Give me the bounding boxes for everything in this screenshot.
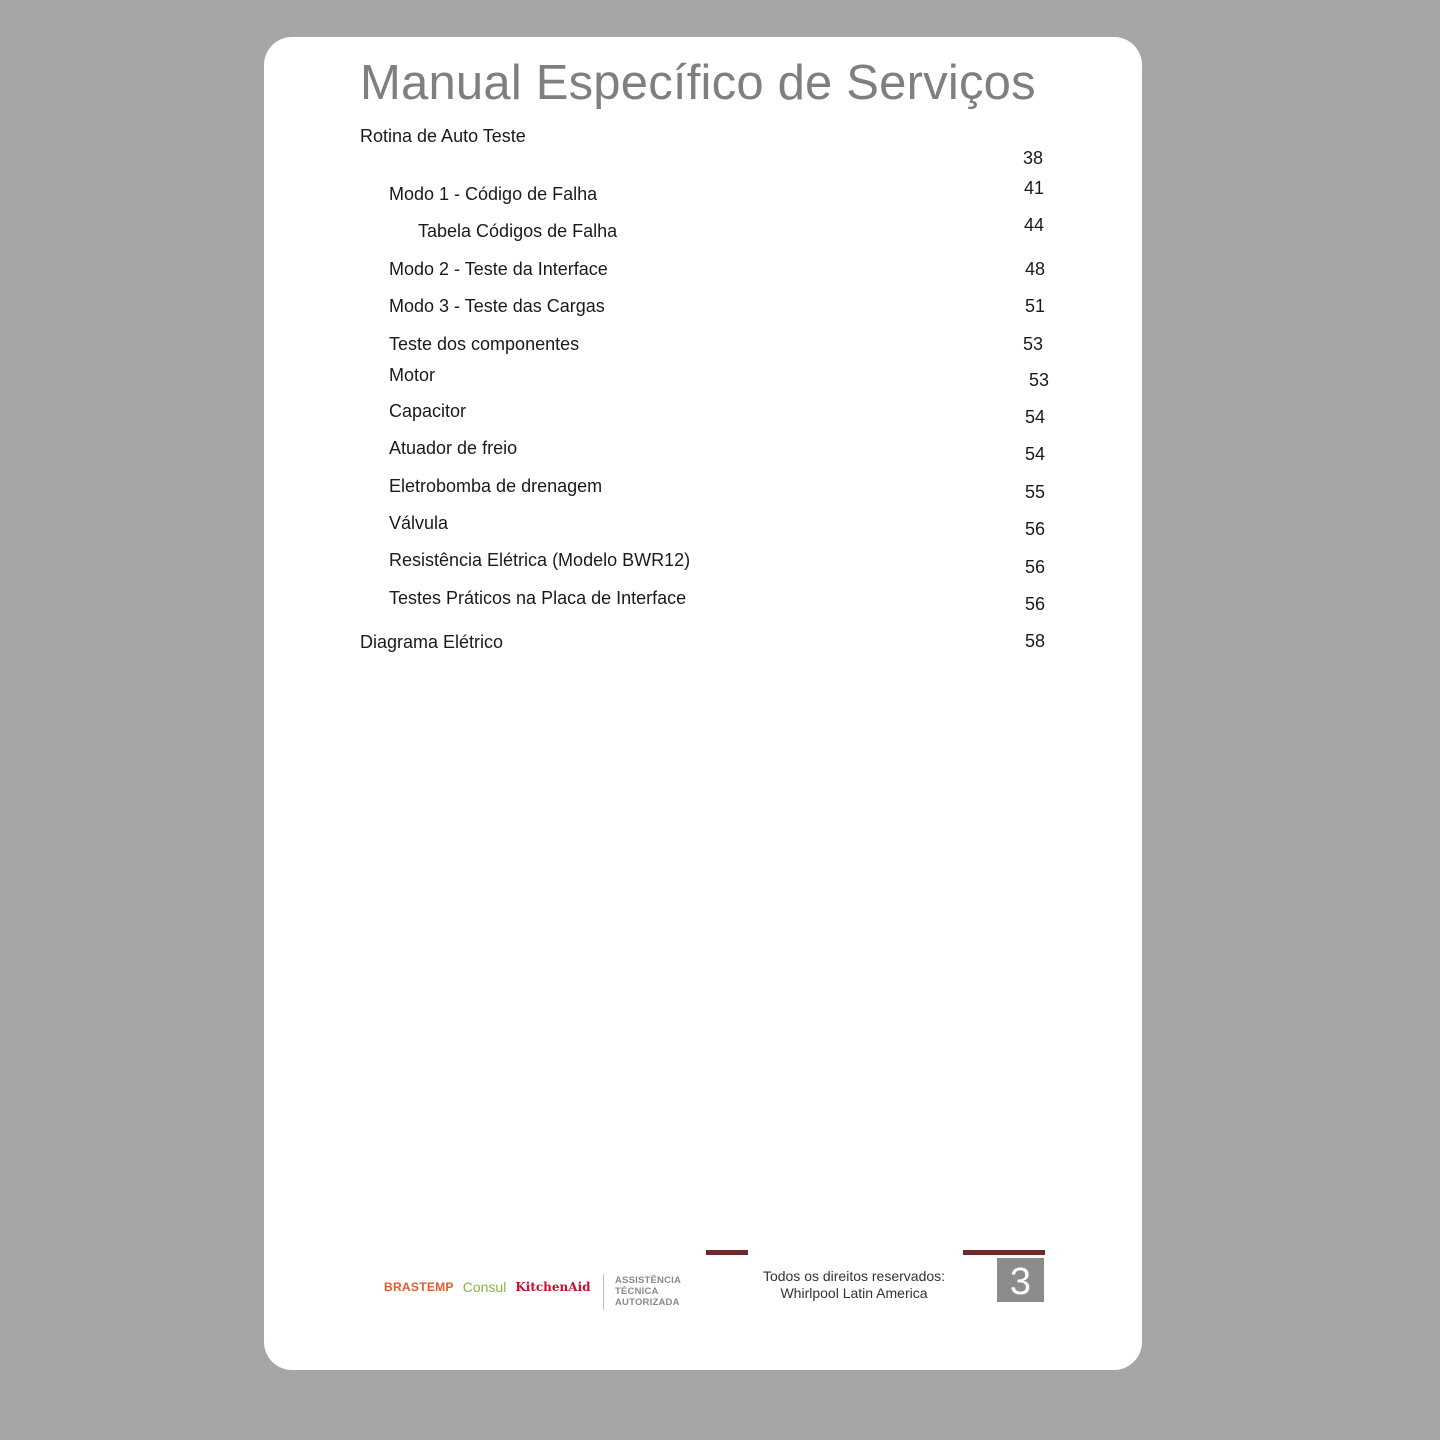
kitchenaid-logo: KitchenAid bbox=[515, 1280, 591, 1294]
toc-entry-page: 56 bbox=[1025, 594, 1046, 614]
toc-entry-label: Motor bbox=[389, 365, 436, 385]
document-title: Manual Específico de Serviços bbox=[360, 56, 1036, 110]
toc-entry-page: 58 bbox=[1025, 631, 1046, 651]
brand-divider bbox=[603, 1274, 604, 1310]
toc-entry-label: Teste dos componentes bbox=[389, 334, 580, 354]
consul-logo: Consul bbox=[462, 1279, 507, 1295]
toc-entry-label: Resistência Elétrica (Modelo BWR12) bbox=[389, 550, 691, 570]
toc-entry-label: Eletrobomba de drenagem bbox=[389, 476, 603, 496]
toc-entry-label: Válvula bbox=[389, 513, 449, 533]
toc-entry-label: Atuador de freio bbox=[389, 438, 518, 458]
toc-entry-label: Capacitor bbox=[389, 401, 467, 421]
document-page bbox=[264, 37, 1142, 1370]
page-number-badge: 3 bbox=[997, 1258, 1044, 1302]
toc-entry-label: Testes Práticos na Placa de Interface bbox=[389, 588, 687, 608]
toc-entry-label: Rotina de Auto Teste bbox=[360, 126, 526, 146]
toc-entry-page: 53 bbox=[1029, 370, 1050, 390]
assistance-line: AUTORIZADA bbox=[615, 1297, 680, 1308]
toc-entry-label: Diagrama Elétrico bbox=[360, 632, 504, 652]
toc-entry-label: Modo 2 - Teste da Interface bbox=[389, 259, 608, 279]
brastemp-logo: BRASTEMP bbox=[384, 1280, 454, 1294]
footer-accent-bar-right bbox=[963, 1250, 1045, 1255]
toc-entry-page: 56 bbox=[1025, 557, 1046, 577]
toc-entry-label: Modo 3 - Teste das Cargas bbox=[389, 296, 605, 316]
rights-line: Todos os direitos reservados: bbox=[762, 1268, 946, 1284]
toc-entry-page: 54 bbox=[1025, 407, 1046, 427]
toc-entry-page: 56 bbox=[1025, 519, 1046, 539]
assistance-line: TÉCNICA bbox=[615, 1286, 659, 1297]
brand-logos bbox=[384, 1279, 591, 1295]
footer-accent-bar-left bbox=[706, 1250, 748, 1255]
assistance-line: ASSISTÊNCIA bbox=[615, 1275, 682, 1286]
toc-entry-page: 54 bbox=[1025, 444, 1046, 464]
rights-line: Whirlpool Latin America bbox=[780, 1285, 928, 1301]
toc-entry-label: Modo 1 - Código de Falha bbox=[389, 184, 598, 204]
toc-entry-page: 44 bbox=[1024, 215, 1045, 235]
toc-entry-page: 48 bbox=[1025, 259, 1046, 279]
toc-entry-page: 38 bbox=[1023, 148, 1044, 168]
toc-entry-page: 51 bbox=[1025, 296, 1046, 316]
toc-entry-label: Tabela Códigos de Falha bbox=[418, 221, 618, 241]
rights-notice bbox=[734, 1268, 974, 1302]
assistance-label bbox=[615, 1275, 681, 1308]
toc-entry-page: 55 bbox=[1025, 482, 1046, 502]
toc-entry-page: 41 bbox=[1024, 178, 1045, 198]
toc-entry-page: 53 bbox=[1023, 334, 1044, 354]
